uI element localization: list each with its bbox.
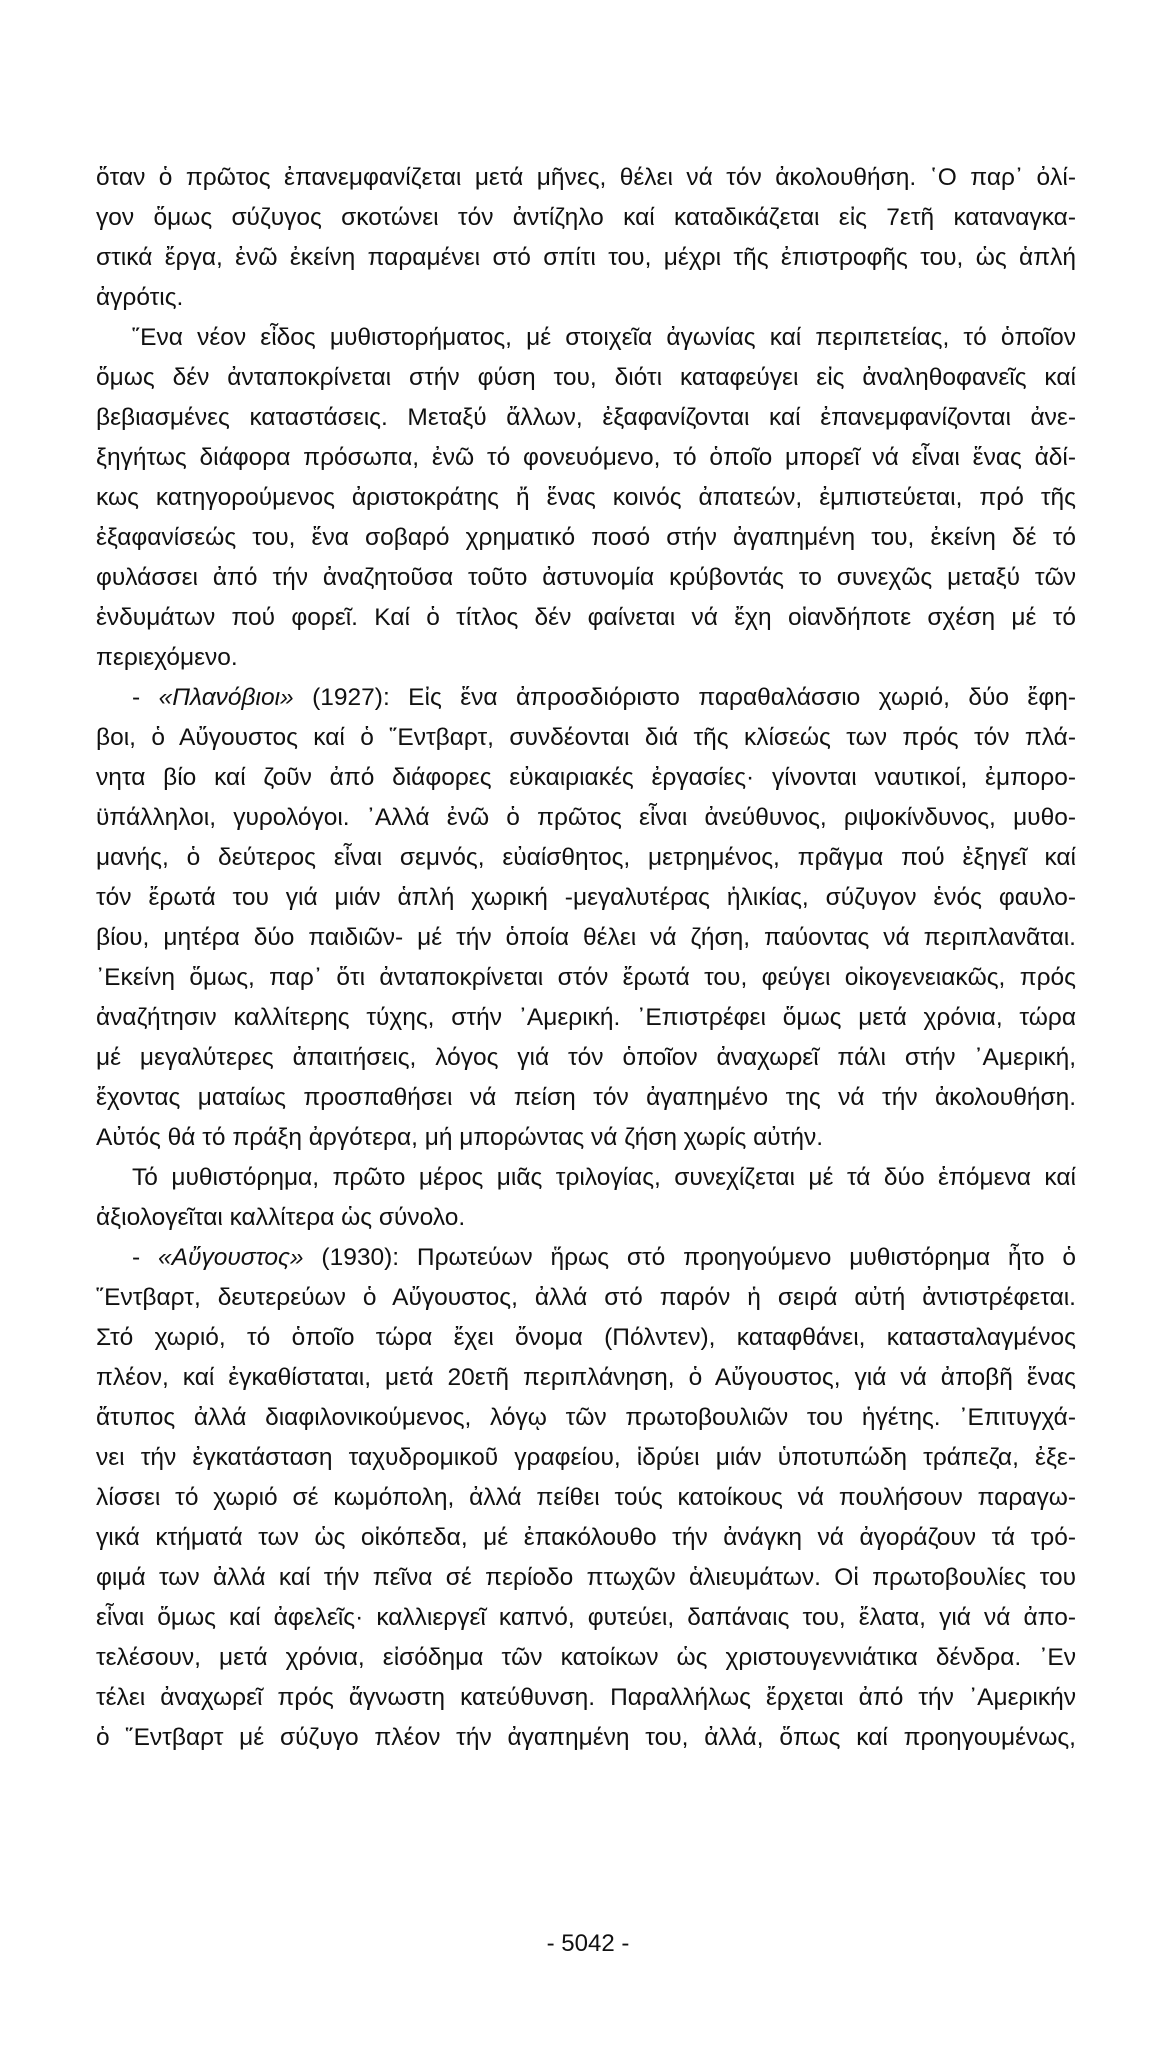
- text-line: ἐνδυμάτων πού φορεῖ. Καί ὁ τίτλος δέν φαίνεται νά ἔχη οἱανδήποτε σχέση μέ τό: [96, 604, 1076, 631]
- text-line: νητα βίο καί ζοῦν ἀπό διάφορες εὐκαιριακές ἐργασίες· γίνονται ναυτικοί, ἐμπορο-: [96, 764, 1076, 791]
- text-line: φιμά των ἀλλά καί τήν πεῖνα σέ περίοδο πτωχῶν ἁλιευμάτων. Οἱ πρωτοβουλίες του: [96, 1564, 1076, 1591]
- text-line: ἀναζήτησιν καλλίτερης τύχης, στήν ᾿Αμερική. ᾿Επιστρέφει ὅμως μετά χρόνια, τώρα: [96, 1004, 1076, 1031]
- paragraph: [96, 1158, 1076, 1238]
- text-line: εἶναι ὅμως καί ἀφελεῖς· καλλιεργεῖ καπνό, φυτεύει, δαπάναις του, ἔλατα, γιά νά ἀπο-: [96, 1604, 1076, 1631]
- text-line: τελέσουν, μετά χρόνια, εἰσόδημα τῶν κατοίκων ὡς χριστουγεννιάτικα δένδρα. ᾿Εν: [96, 1644, 1076, 1671]
- text-line: τέλει ἀναχωρεῖ πρός ἄγνωστη κατεύθυνση. Παραλλήλως ἔρχεται ἀπό τήν ᾿Αμερικήν: [96, 1684, 1076, 1711]
- text-line: ῞Εντβαρτ, δευτερεύων ὁ Αὔγουστος, ἀλλά στό παρόν ἡ σειρά αὐτή ἀντιστρέφεται.: [96, 1284, 1076, 1311]
- paragraph: [96, 1238, 1076, 1758]
- work-title: «Πλανόβιοι»: [158, 684, 294, 711]
- text-run: (1930): Πρωτεύων ἥρως στό προηγούμενο μυθιστόρημα ἦτο ὁ: [303, 1244, 1076, 1271]
- text-line: στικά ἔργα, ἐνῶ ἐκείνη παραμένει στό σπίτι του, μέχρι τῆς ἐπιστροφῆς του, ὡς ἁπλή: [96, 244, 1076, 271]
- page-number: - 5042 -: [546, 1930, 630, 1957]
- paragraph: [96, 678, 1076, 1158]
- text-line: ὅταν ὁ πρῶτος ἐπανεμφανίζεται μετά μῆνες, θέλει νά τόν ἀκολουθήση. ῾Ο παρ᾿ ὀλί-: [96, 164, 1076, 191]
- text-line: ϋπάλληλοι, γυρολόγοι. ᾿Αλλά ἐνῶ ὁ πρῶτος εἶναι ἀνεύθυνος, ριψοκίνδυνος, μυθο-: [96, 804, 1076, 831]
- text-line: ῞Ενα νέον εἶδος μυθιστορήματος, μέ στοιχεῖα ἀγωνίας καί περιπετείας, τό ὁποῖον: [132, 324, 1076, 351]
- text-line: λίσσει τό χωριό σέ κωμόπολη, ἀλλά πείθει τούς κατοίκους νά πουλήσουν παραγω-: [96, 1484, 1076, 1511]
- text-line: γον ὅμως σύζυγος σκοτώνει τόν ἀντίζηλο καί καταδικάζεται εἰς 7ετῆ καταναγκα-: [96, 204, 1076, 231]
- paragraph: [96, 318, 1076, 678]
- entry-dash: -: [132, 1244, 159, 1271]
- text-line: Αὐτός θά τό πράξη ἀργότερα, μή μπορώντας νά ζήση χωρίς αὐτήν.: [96, 1124, 823, 1151]
- text-run: (1927): Εἰς ἕνα ἀπροσδιόριστο παραθαλάσσιο χωριό, δύο ἔφη-: [293, 684, 1076, 711]
- text-line: περιεχόμενο.: [96, 644, 238, 671]
- text-line: νει τήν ἐγκατάσταση ταχυδρομικοῦ γραφείου, ἱδρύει μιάν ὑποτυπώδη τράπεζα, ἐξε-: [96, 1444, 1076, 1471]
- paragraph: [96, 158, 1076, 318]
- text-line: ὅμως δέν ἀνταποκρίνεται στήν φύση του, διότι καταφεύγει εἰς ἀναληθοφανεῖς καί: [96, 364, 1076, 391]
- page-body: [96, 158, 1076, 1758]
- text-line: Στό χωριό, τό ὁποῖο τώρα ἔχει ὄνομα (Πόλντεν), καταφθάνει, κατασταλαγμένος: [96, 1324, 1076, 1351]
- text-line: ἄτυπος ἀλλά διαφιλονικούμενος, λόγῳ τῶν πρωτοβουλιῶν του ἡγέτης. ᾿Επιτυγχά-: [96, 1404, 1076, 1431]
- text-line: μέ μεγαλύτερες ἀπαιτήσεις, λόγος γιά τόν ὁποῖον ἀναχωρεῖ πάλι στήν ᾿Αμερική,: [96, 1044, 1076, 1071]
- text-line: βεβιασμένες καταστάσεις. Μεταξύ ἄλλων, ἐξαφανίζονται καί ἐπανεμφανίζονται ἀνε-: [96, 404, 1076, 431]
- text-line: ἀξιολογεῖται καλλίτερα ὡς σύνολο.: [96, 1204, 466, 1231]
- work-title: «Αὔγουστος»: [158, 1244, 304, 1271]
- text-line: ἀγρότις.: [96, 284, 184, 311]
- text-line: φυλάσσει ἀπό τήν ἀναζητοῦσα τοῦτο ἀστυνομία κρύβοντάς το συνεχῶς μεταξύ τῶν: [96, 564, 1076, 591]
- text-line: ᾿Εκείνη ὅμως, παρ᾿ ὅτι ἀνταποκρίνεται στόν ἔρωτά του, φεύγει οἰκογενειακῶς, πρός: [96, 964, 1076, 991]
- text-line: [96, 1238, 1076, 1278]
- text-line: Τό μυθιστόρημα, πρῶτο μέρος μιᾶς τριλογίας, συνεχίζεται μέ τά δύο ἑπόμενα καί: [132, 1164, 1076, 1191]
- text-line: μανής, ὁ δεύτερος εἶναι σεμνός, εὐαίσθητος, μετρημένος, πρᾶγμα πού ἐξηγεῖ καί: [96, 844, 1076, 871]
- text-line: [96, 678, 1076, 718]
- text-line: τόν ἔρωτά του γιά μιάν ἁπλή χωρική -μεγαλυτέρας ἡλικίας, σύζυγον ἑνός φαυλο-: [96, 884, 1076, 911]
- text-line: ἔχοντας ματαίως προσπαθήσει νά πείση τόν ἀγαπημένο της νά τήν ἀκολουθήση.: [96, 1084, 1076, 1111]
- text-line: ὁ ῞Εντβαρτ μέ σύζυγο πλέον τήν ἀγαπημένη του, ἀλλά, ὅπως καί προηγουμένως,: [96, 1724, 1076, 1751]
- text-line: κως κατηγορούμενος ἀριστοκράτης ἤ ἕνας κοινός ἀπατεών, ἐμπιστεύεται, πρό τῆς: [96, 484, 1076, 511]
- text-line: ἐξαφανίσεώς του, ἕνα σοβαρό χρηματικό ποσό στήν ἀγαπημένη του, ἐκείνη δέ τό: [96, 524, 1076, 551]
- text-line: ξηγήτως διάφορα πρόσωπα, ἐνῶ τό φονευόμενο, τό ὁποῖο μπορεῖ νά εἶναι ἕνας ἀδί-: [96, 444, 1076, 471]
- entry-dash: -: [132, 684, 159, 711]
- text-line: βοι, ὁ Αὔγουστος καί ὁ ῞Εντβαρτ, συνδέονται διά τῆς κλίσεώς των πρός τόν πλά-: [96, 724, 1076, 751]
- text-line: γικά κτήματά των ὡς οἰκόπεδα, μέ ἐπακόλουθο τήν ἀνάγκη νά ἀγοράζουν τά τρό-: [96, 1524, 1076, 1551]
- text-line: βίου, μητέρα δύο παιδιῶν- μέ τήν ὁποία θέλει νά ζήση, παύοντας νά περιπλανᾶται.: [96, 924, 1076, 951]
- text-line: πλέον, καί ἐγκαθίσταται, μετά 20ετῆ περιπλάνηση, ὁ Αὔγουστος, γιά νά ἀποβῆ ἕνας: [96, 1364, 1076, 1391]
